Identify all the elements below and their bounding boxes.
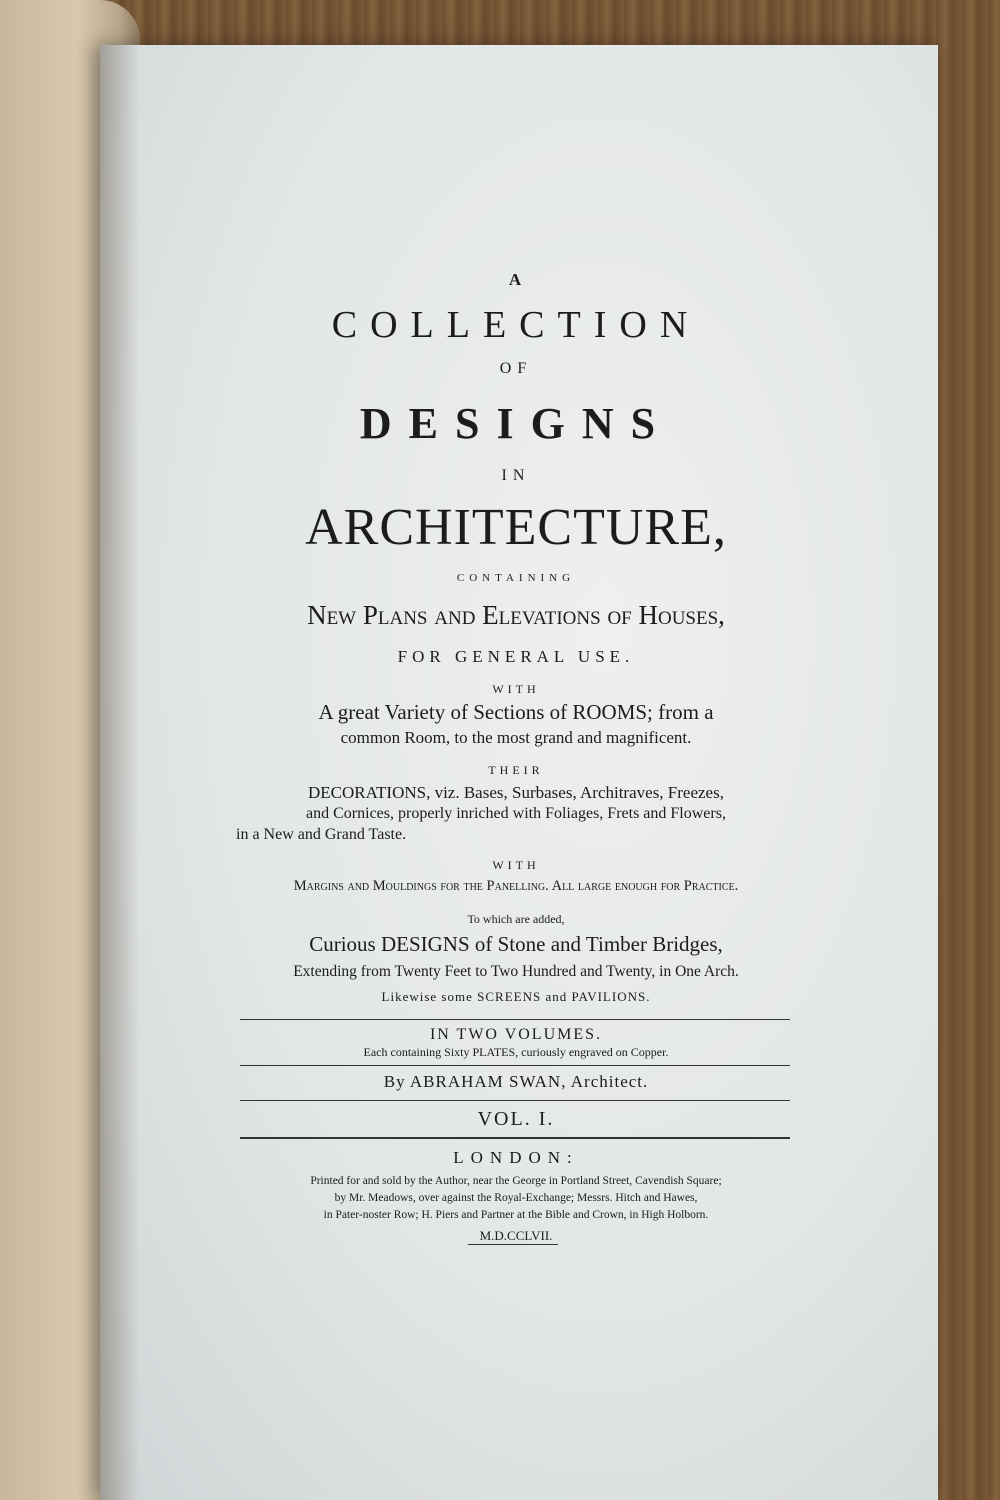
divider-rule-2 — [240, 1065, 790, 1066]
author-line: By ABRAHAM SWAN, Architect. — [383, 1072, 649, 1091]
decorations-line-3: in a New and Grand Taste. — [236, 826, 407, 843]
divider-rule-4 — [240, 1137, 790, 1139]
title-a: A — [508, 270, 524, 289]
title-in: IN — [501, 467, 531, 484]
decorations-line-2: and Cornices, properly inriched with Foliages, Frets and Flowers, — [306, 805, 726, 822]
london-line: LONDON: — [453, 1148, 579, 1167]
title-collection: COLLECTION — [331, 304, 701, 346]
date-line: M.D.CCLVII. — [479, 1228, 553, 1243]
likewise-line: Likewise some SCREENS and PAVILIONS. — [381, 989, 651, 1004]
imprint-line-2: by Mr. Meadows, over against the Royal-Exchange; Messrs. Hitch and Hawes, — [334, 1192, 698, 1204]
decorations-line-1: DECORATIONS, viz. Bases, Surbases, Architraves, Freezes, — [308, 783, 724, 802]
plans-line: New Plans and Elevations of Houses, — [307, 600, 725, 630]
with-label-2: WITH — [492, 858, 540, 872]
imprint-line-1: Printed for and sold by the Author, near the George in Portland Street, Cavendish Square; — [310, 1175, 722, 1187]
title-of: OF — [499, 360, 533, 377]
extending-line: Extending from Twenty Feet to Two Hundred and Twenty, in One Arch. — [293, 963, 739, 980]
page-gutter-shadow — [100, 45, 140, 1500]
their-label: THEIR — [488, 763, 544, 777]
with-label-1: WITH — [492, 682, 540, 696]
volumes-line: IN TWO VOLUMES. — [429, 1026, 603, 1043]
title-architecture: ARCHITECTURE, — [305, 499, 727, 556]
plates-line: Each containing Sixty PLATES, curiously engraved on Copper. — [363, 1045, 669, 1059]
variety-line-1: A great Variety of Sections of ROOMS; from a — [318, 700, 714, 724]
divider-rule-3 — [240, 1100, 790, 1101]
divider-rule-1 — [240, 1019, 790, 1020]
imprint-line-3: in Pater-noster Row; H. Piers and Partner at the Bible and Crown, in High Holborn. — [323, 1209, 709, 1221]
date-underline — [468, 1244, 558, 1245]
containing-label: CONTAINING — [456, 572, 576, 584]
title-designs: DESIGNS — [359, 399, 673, 448]
variety-line-2: common Room, to the most grand and magnificent. — [340, 728, 692, 747]
volume-number: VOL. I. — [477, 1108, 555, 1130]
curious-line: Curious DESIGNS of Stone and Timber Bridges, — [309, 932, 723, 956]
margins-line: Margins and Mouldings for the Panelling. All large enough for Practice. — [293, 878, 739, 894]
general-use-line: FOR GENERAL USE. — [397, 647, 635, 666]
to-which-line: To which are added, — [467, 912, 565, 926]
